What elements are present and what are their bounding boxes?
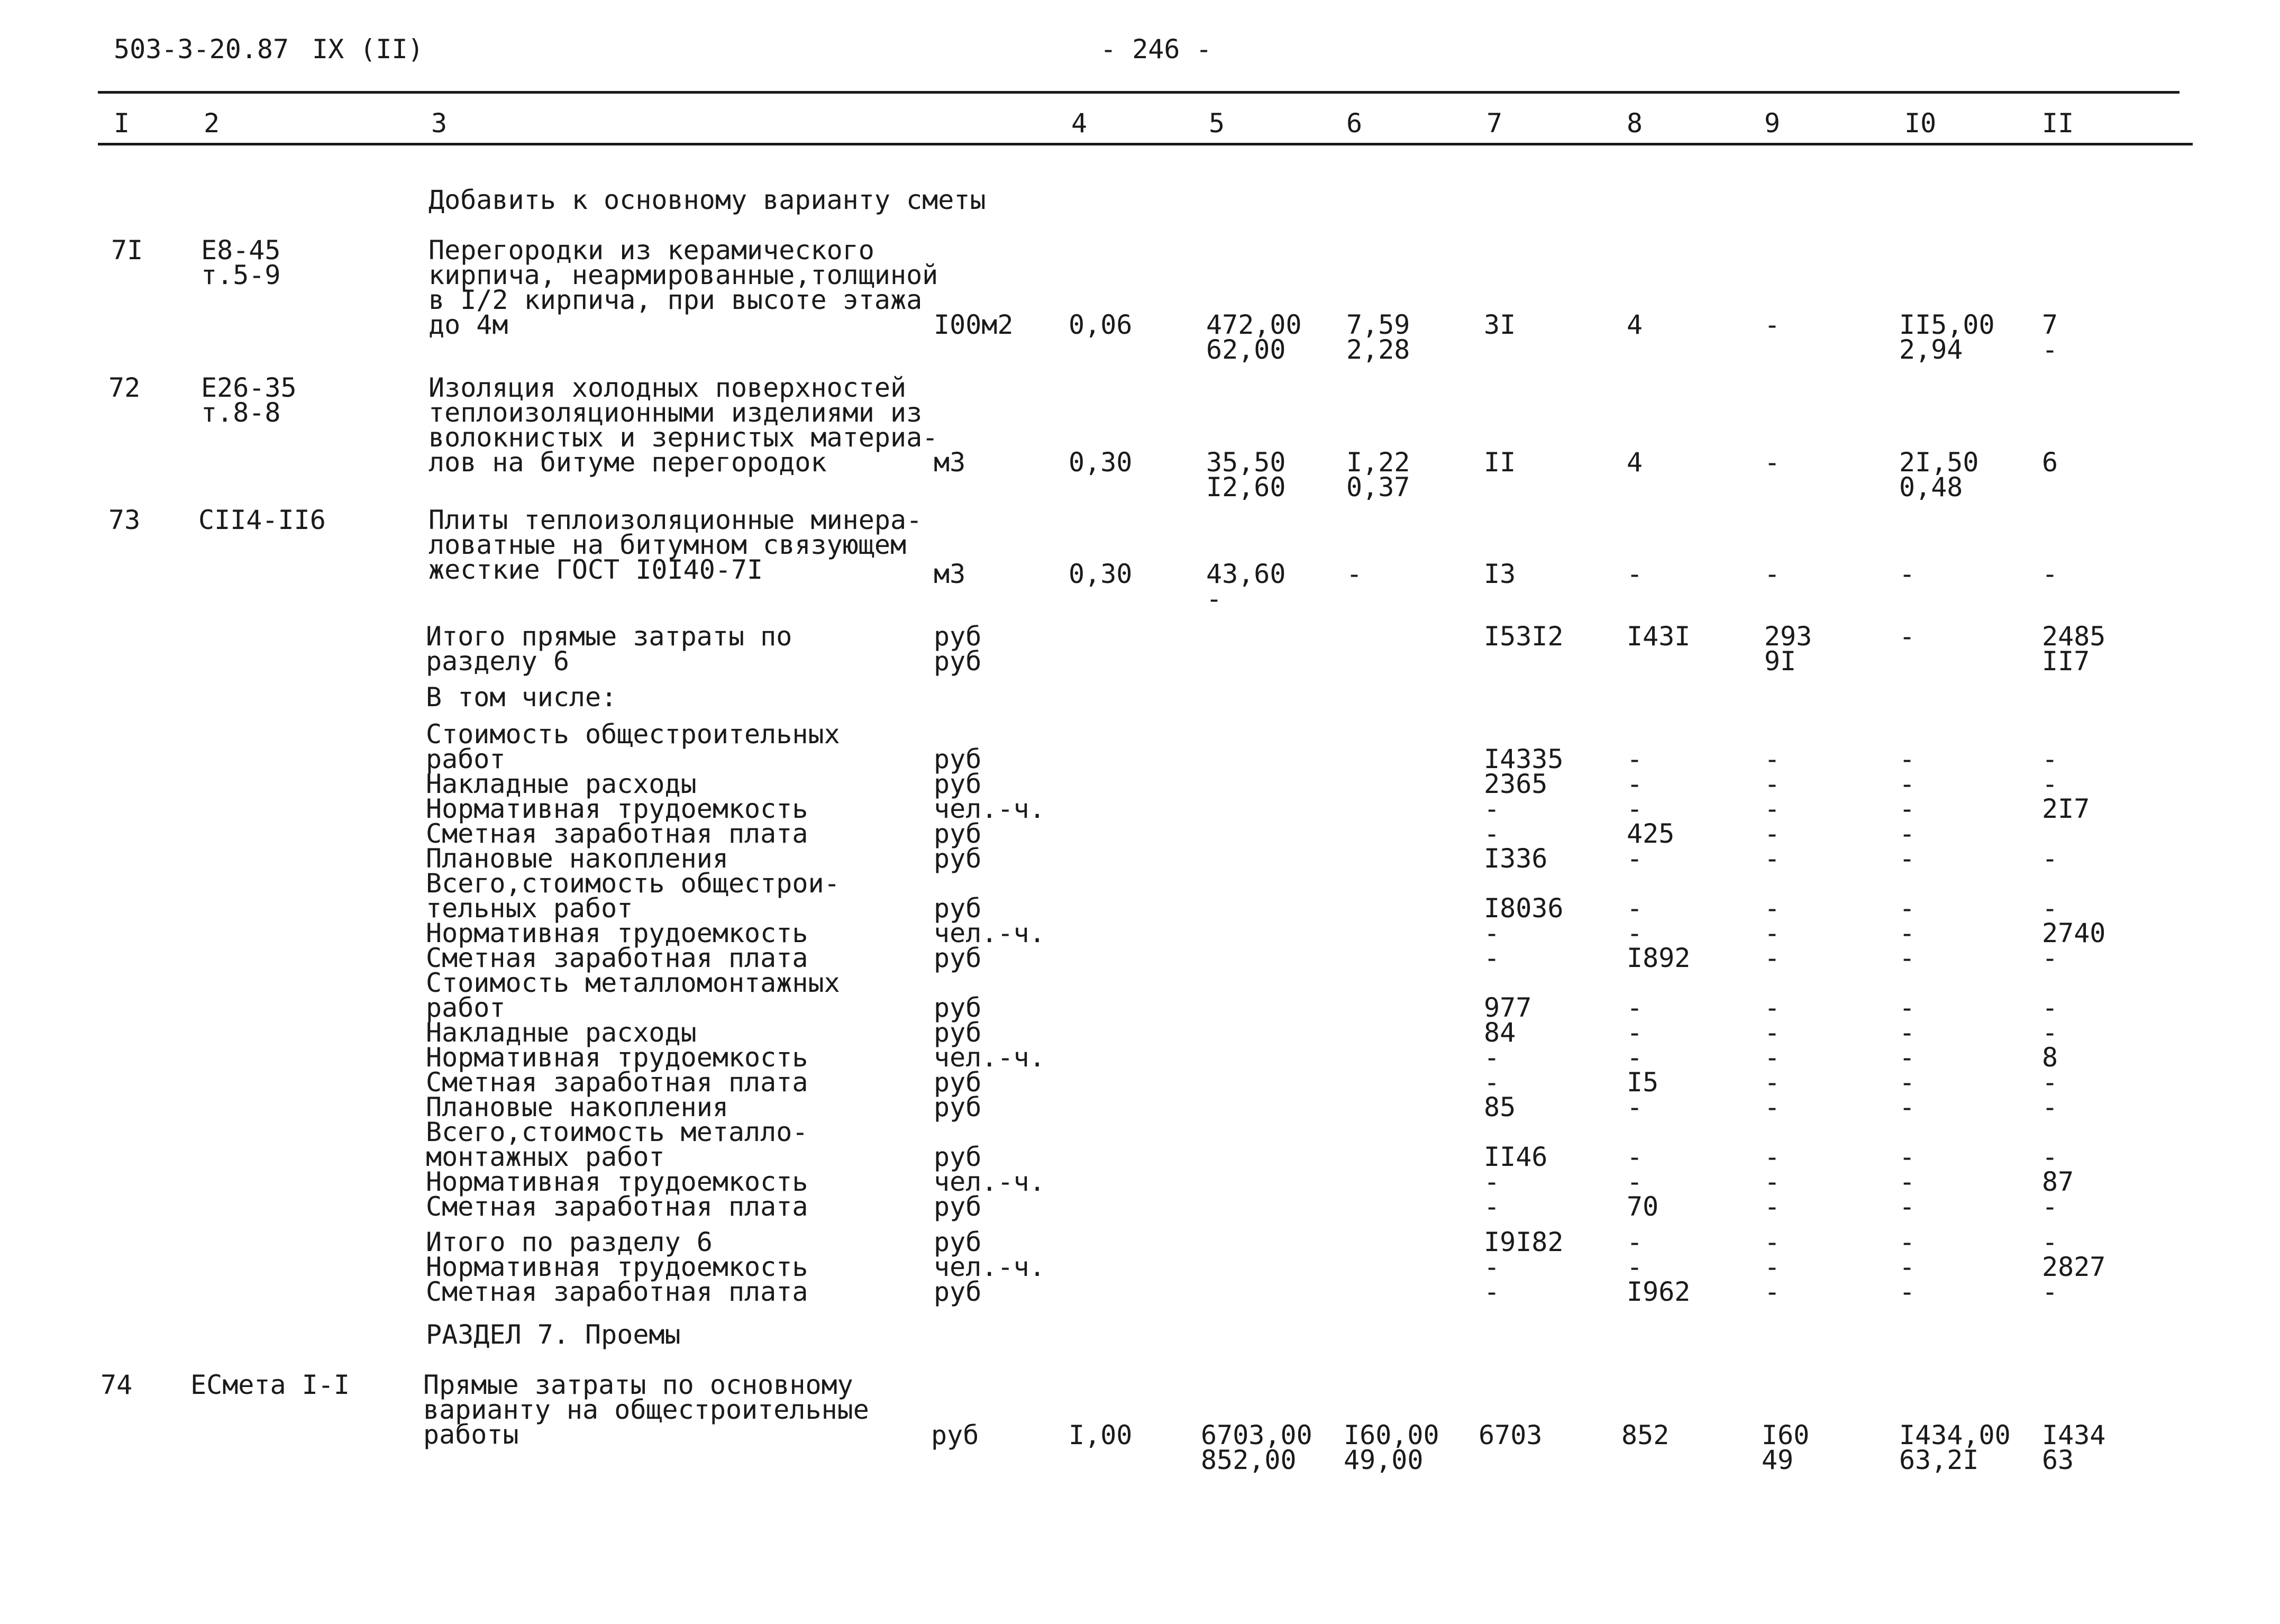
- row-71-desc: Перегородки из керамического кирпича, неармированные,толщиной в I/2 кирпича, при высоте этажа до 4м: [428, 235, 938, 340]
- breakdown-desc: Стоимость общестроительных работ Накладные расходы Нормативная трудоемкость Сметная заработная плата Плановые накопления Всего,стоимость общестрои- тельных работ Нормативная трудоемкость Сметная заработная плата Стоимость металломонтажных работ Накладные расходы Нормативная трудоемкость Сметная заработная плата Плановые накопления Всего,стоимость металло- монтажных работ Нормативная трудоемкость Сметная заработная плата: [426, 719, 840, 1222]
- in-that-number: В том числе:: [426, 682, 617, 713]
- col-header-3: 3: [431, 108, 448, 139]
- row-74-col5: 6703,00 852,00: [1201, 1420, 1312, 1475]
- breakdown-col9: - - - - - - - - - - - - - - - -: [1764, 744, 1781, 1222]
- col-header-9: 9: [1764, 108, 1781, 139]
- section-7-title: РАЗДЕЛ 7. Проемы: [426, 1319, 681, 1350]
- breakdown-col11: - - 2I7 - - 2740 - - - 8 - - - 87 -: [2042, 744, 2106, 1222]
- header-top-rule: [98, 91, 2179, 94]
- breakdown-col7: I4335 2365 - - I336 I8036 - - 977 84 - - 85 II46 - -: [1484, 744, 1564, 1222]
- row-74-col10: I434,00 63,2I: [1899, 1420, 2011, 1475]
- col-header-5: 5: [1209, 108, 1225, 139]
- row-71-num: 7I: [111, 235, 143, 266]
- row-74-col8: 852: [1621, 1420, 1670, 1450]
- col-header-11: II: [2042, 108, 2074, 139]
- row-74-code: ЕСмета I-I: [190, 1370, 350, 1400]
- row-73-col11: -: [2042, 559, 2058, 589]
- row-74-desc: Прямые затраты по основному варианту на общестроительные работы: [423, 1370, 869, 1450]
- row-71-qty: 0,06: [1069, 309, 1133, 340]
- section-total-col7: I9I82 - -: [1484, 1227, 1564, 1307]
- section-total-col10: - - -: [1899, 1227, 1916, 1307]
- total-direct-col8: I43I: [1627, 621, 1691, 652]
- section-add-title: Добавить к основному варианту сметы: [428, 185, 986, 215]
- row-74-col6: I60,00 49,00: [1344, 1420, 1439, 1475]
- section-total-col11: - 2827 -: [2042, 1227, 2106, 1307]
- breakdown-unit: руб руб чел.-ч. руб руб руб чел.-ч. руб руб руб чел.-ч. руб руб руб чел.-ч. руб: [934, 744, 1045, 1222]
- section-total-col9: - - -: [1764, 1227, 1781, 1307]
- row-74-col9: I60 49: [1762, 1420, 1810, 1475]
- doc-code: 503-3-20.87: [114, 34, 289, 65]
- row-73-unit: м3: [934, 559, 966, 589]
- row-71-col8: 4: [1627, 309, 1643, 340]
- row-72-col9: -: [1764, 447, 1781, 478]
- row-74-qty: I,00: [1069, 1420, 1133, 1450]
- row-71-col6: 7,59 2,28: [1346, 309, 1410, 365]
- total-direct-col9: 293 9I: [1764, 621, 1812, 677]
- col-header-1: I: [114, 108, 130, 139]
- row-74-col11: I434 63: [2042, 1420, 2106, 1475]
- doc-section: IX (II): [312, 34, 424, 65]
- row-71-col5: 472,00 62,00: [1206, 309, 1302, 365]
- col-header-10: I0: [1904, 108, 1937, 139]
- total-direct-col11: 2485 II7: [2042, 621, 2106, 677]
- row-73-col6: -: [1346, 559, 1363, 589]
- row-74-col7: 6703: [1479, 1420, 1543, 1450]
- row-73-col5: 43,60 -: [1206, 559, 1286, 614]
- row-73-qty: 0,30: [1069, 559, 1133, 589]
- section-total-desc: Итого по разделу 6 Нормативная трудоемкость Сметная заработная плата: [426, 1227, 808, 1307]
- col-header-2: 2: [204, 108, 220, 139]
- row-71-unit: I00м2: [934, 309, 1014, 340]
- page-number: - 246 -: [1100, 34, 1212, 65]
- col-header-6: 6: [1346, 108, 1363, 139]
- row-72-col5: 35,50 I2,60: [1206, 447, 1286, 503]
- breakdown-col8: - - - 425 - - - I892 - - - I5 - - - 70: [1627, 744, 1691, 1222]
- row-73-col8: -: [1627, 559, 1643, 589]
- row-71-col7: 3I: [1484, 309, 1516, 340]
- row-72-col10: 2I,50 0,48: [1899, 447, 1979, 503]
- col-header-7: 7: [1486, 108, 1503, 139]
- total-direct-col7: I53I2: [1484, 621, 1564, 652]
- row-71-code: Е8-45 т.5-9: [201, 235, 281, 290]
- row-72-code: Е26-35 т.8-8: [201, 372, 297, 428]
- breakdown-col10: - - - - - - - - - - - - - - - -: [1899, 744, 1916, 1222]
- row-72-qty: 0,30: [1069, 447, 1133, 478]
- row-72-desc: Изоляция холодных поверхностей теплоизоляционными изделиями из волокнистых и зернистых материа- лов на битуме перегородок: [428, 372, 938, 478]
- row-73-desc: Плиты теплоизоляционные минера- ловатные на битумном связующем жесткие ГОСТ I0I40-7I: [428, 505, 923, 585]
- row-71-col9: -: [1764, 309, 1781, 340]
- header-bottom-rule: [98, 143, 2193, 145]
- row-74-num: 74: [101, 1370, 133, 1400]
- row-71-col10: II5,00 2,94: [1899, 309, 1995, 365]
- row-73-col7: I3: [1484, 559, 1516, 589]
- row-72-col6: I,22 0,37: [1346, 447, 1410, 503]
- row-73-num: 73: [108, 505, 141, 535]
- row-73-col10: -: [1899, 559, 1916, 589]
- total-direct-desc: Итого прямые затраты по разделу 6: [426, 621, 792, 677]
- row-74-unit: руб: [931, 1420, 979, 1450]
- row-73-col9: -: [1764, 559, 1781, 589]
- row-73-code: СII4-II6: [198, 505, 326, 535]
- col-header-8: 8: [1627, 108, 1643, 139]
- total-direct-unit: руб руб: [934, 621, 982, 677]
- col-header-4: 4: [1071, 108, 1088, 139]
- row-72-col11: 6: [2042, 447, 2058, 478]
- total-direct-col10: -: [1899, 621, 1916, 652]
- row-72-unit: м3: [934, 447, 966, 478]
- row-71-col11: 7 -: [2042, 309, 2058, 365]
- row-72-num: 72: [108, 372, 141, 403]
- row-72-col7: II: [1484, 447, 1516, 478]
- row-72-col8: 4: [1627, 447, 1643, 478]
- section-total-unit: руб чел.-ч. руб: [934, 1227, 1045, 1307]
- section-total-col8: - - I962: [1627, 1227, 1691, 1307]
